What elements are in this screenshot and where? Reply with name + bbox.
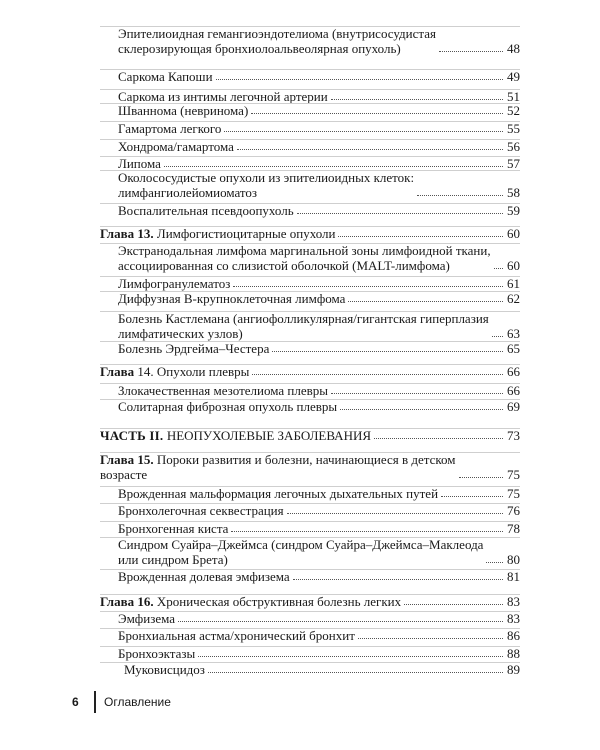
dot-leader (494, 268, 503, 269)
footer-section-title: Оглавление (104, 695, 171, 709)
row-separator (100, 89, 520, 90)
toc-page-number: 56 (507, 139, 520, 154)
toc-entry-title (118, 399, 337, 414)
toc-entry (100, 243, 520, 273)
row-separator (100, 537, 520, 538)
toc-entry (100, 341, 520, 356)
toc-entry-title (100, 452, 456, 482)
toc-heading-number: ЧАСТЬ II. (100, 428, 167, 443)
toc-page-number: 63 (507, 326, 520, 341)
row-separator (100, 121, 520, 122)
toc-page-number: 83 (507, 611, 520, 626)
row-separator (100, 452, 520, 453)
row-separator (100, 428, 520, 429)
row-separator (100, 156, 520, 157)
toc-title-line: Бронхиальная астма/хронический бронхит (118, 628, 355, 643)
dot-leader (441, 496, 503, 497)
toc-page-number: 80 (507, 552, 520, 567)
toc-title-line: Злокачественная мезотелиома плевры (118, 383, 328, 398)
row-separator (100, 364, 520, 365)
toc-entry-title (118, 311, 489, 341)
dot-leader (252, 374, 503, 375)
toc-title-line: Бронхогенная киста (118, 521, 229, 536)
toc-page-number: 69 (507, 399, 520, 414)
dot-leader (231, 531, 503, 532)
toc-entry-title (118, 103, 248, 118)
toc-page-number: 75 (507, 486, 520, 501)
dot-leader (164, 166, 503, 167)
dot-leader (251, 113, 503, 114)
toc-entry-title (100, 364, 249, 379)
toc-entry (100, 662, 520, 677)
toc-title-line: Эмфизема (118, 611, 176, 626)
toc-page-number: 60 (507, 258, 520, 273)
toc-entry-title (118, 291, 345, 306)
toc-page-number: 83 (507, 594, 520, 609)
toc-entry-title (118, 503, 284, 518)
toc-entry-title (118, 69, 213, 84)
toc-heading-number: Глава 16. (100, 594, 157, 609)
row-separator (100, 399, 520, 400)
toc-entry (100, 203, 520, 218)
row-separator (100, 662, 520, 663)
dot-leader (233, 286, 503, 287)
dot-leader (417, 195, 503, 196)
dot-leader (331, 99, 503, 100)
toc-page-number: 66 (507, 364, 520, 379)
toc-page-number: 51 (507, 89, 520, 104)
row-separator (100, 569, 520, 570)
toc-entry-title (118, 170, 414, 200)
dot-leader (404, 604, 503, 605)
toc-entry (100, 156, 520, 171)
toc-entry-title (118, 646, 195, 661)
dot-leader (224, 131, 503, 132)
toc-page-number: 52 (507, 103, 520, 118)
dot-leader (492, 336, 503, 337)
toc-entry (100, 139, 520, 154)
toc-entry-title (118, 611, 175, 626)
toc-title-line: Саркома из интимы легочной артерии (118, 89, 328, 104)
toc-title-line: Солитарная фиброзная опухоль плевры (118, 399, 338, 414)
toc-page-number: 61 (507, 276, 520, 291)
toc-title-line: склерозирующая бронхиолоальвеолярная опухоль) (118, 41, 401, 56)
toc-entry (100, 569, 520, 584)
row-separator (100, 383, 520, 384)
dot-leader (237, 149, 503, 150)
toc-entry-title (118, 243, 491, 273)
toc-entry (100, 503, 520, 518)
dot-leader (486, 562, 503, 563)
dot-leader (297, 213, 503, 214)
toc-entry-title (124, 662, 205, 677)
toc-entry-title (118, 569, 290, 584)
toc-entry-title (118, 383, 328, 398)
toc-title-line: Шваннома (невринома) (118, 103, 249, 118)
toc-title-line: Бронхоэктазы (118, 646, 196, 661)
toc-entry-title (118, 156, 161, 171)
toc-title-line: возрасте (100, 467, 148, 482)
toc-chapter-heading (100, 452, 520, 482)
dot-leader (340, 409, 503, 410)
toc-page-number: 78 (507, 521, 520, 536)
toc-title-line: Пороки развития и болезни, начинающиеся в детском (156, 452, 456, 467)
toc-entry-title (118, 537, 483, 567)
toc-part-heading (100, 428, 520, 443)
toc-entry (100, 26, 520, 56)
row-separator (100, 203, 520, 204)
dot-leader (439, 51, 503, 52)
toc-entry (100, 121, 520, 136)
toc-page-number: 88 (507, 646, 520, 661)
toc-entry-title (118, 139, 234, 154)
toc-title-line: Врожденная долевая эмфизема (118, 569, 290, 584)
toc-entry (100, 69, 520, 84)
dot-leader (293, 579, 503, 580)
toc-page-number: 48 (507, 41, 520, 56)
toc-entry-title (118, 89, 328, 104)
toc-entry-title (118, 203, 294, 218)
toc-title-line: Лимфогистиоцитарные опухоли (156, 226, 336, 241)
toc-page-number: 66 (507, 383, 520, 398)
toc-heading-number: Глава 15. (100, 452, 157, 467)
toc-chapter-heading (100, 364, 520, 379)
toc-entry (100, 486, 520, 501)
row-separator (100, 26, 520, 27)
toc-title-line: Болезнь Кастлемана (ангиофолликулярная/гигантская гиперплазия (118, 311, 489, 326)
toc-entry (100, 311, 520, 341)
toc-entry (100, 170, 520, 200)
dot-leader (338, 236, 503, 237)
toc-title-line: Синдром Суайра–Джеймса (синдром Суайра–Джеймса–Маклеода (118, 537, 484, 552)
toc-entry-title (118, 521, 228, 536)
toc-entry (100, 537, 520, 567)
footer-divider (94, 691, 96, 713)
toc-entry-title (100, 594, 401, 609)
toc-entry-title (118, 276, 230, 291)
toc-entry (100, 399, 520, 414)
toc-entry-title (118, 628, 355, 643)
toc-title-line: Лимфогранулематоз (118, 276, 231, 291)
toc-entry (100, 383, 520, 398)
toc-chapter-heading (100, 594, 520, 609)
page-footer (72, 691, 171, 713)
toc-page-number: 49 (507, 69, 520, 84)
toc-page-number: 75 (507, 467, 520, 482)
toc-title-line: Гамартома легкого (118, 121, 222, 136)
row-separator (100, 103, 520, 104)
toc-page-number: 76 (507, 503, 520, 518)
row-separator (100, 628, 520, 629)
toc-entry (100, 611, 520, 626)
dot-leader (198, 656, 503, 657)
row-separator (100, 646, 520, 647)
footer-page-number: 6 (72, 695, 79, 709)
toc-entry-title (118, 341, 269, 356)
toc-page-number: 81 (507, 569, 520, 584)
toc-title-line: или синдром Брета) (118, 552, 228, 567)
row-separator (100, 139, 520, 140)
toc-title-line: Саркома Капоши (118, 69, 213, 84)
row-separator (100, 486, 520, 487)
toc-title-line: 14. Опухоли плевры (137, 364, 250, 379)
dot-leader (331, 393, 503, 394)
toc-page-number: 57 (507, 156, 520, 171)
dot-leader (348, 301, 503, 302)
toc-entry-title (118, 486, 438, 501)
toc-title-line: Эпителиоидная гемангиоэндотелиома (внутрисосудистая (118, 26, 436, 41)
row-separator (100, 341, 520, 342)
toc-entry (100, 646, 520, 661)
toc-page-number: 58 (507, 185, 520, 200)
toc-chapter-heading (100, 226, 520, 241)
dot-leader (374, 438, 503, 439)
toc-entry (100, 521, 520, 536)
toc-page-number: 89 (507, 662, 520, 677)
toc-entry (100, 89, 520, 104)
toc-title-line: Врожденная мальформация легочных дыхательных путей (118, 486, 439, 501)
toc-page-number: 60 (507, 226, 520, 241)
row-separator (100, 311, 520, 312)
toc-title-line: ассоциированная со слизистой оболочкой (MALT-лимфома) (118, 258, 450, 273)
toc-title-line: Болезнь Эрдгейма–Честера (118, 341, 270, 356)
toc-title-line: Липома (118, 156, 161, 171)
toc-page-number: 86 (507, 628, 520, 643)
dot-leader (358, 638, 503, 639)
toc-entry (100, 291, 520, 306)
toc-page-number: 62 (507, 291, 520, 306)
dot-leader (216, 79, 503, 80)
toc-page-number: 65 (507, 341, 520, 356)
row-separator (100, 594, 520, 595)
toc-title-line: Хондрома/гамартома (118, 139, 234, 154)
toc-page-number: 73 (507, 428, 520, 443)
toc-title-line: Хроническая обструктивная болезнь легких (156, 594, 402, 609)
toc-entry-title (100, 428, 371, 443)
toc-title-line: Муковисцидоз (124, 662, 205, 677)
dot-leader (459, 477, 504, 478)
toc-page-number: 55 (507, 121, 520, 136)
row-separator (100, 521, 520, 522)
dot-leader (178, 621, 503, 622)
toc-heading-number: Глава 13. (100, 226, 157, 241)
toc-entry (100, 103, 520, 118)
toc-entry (100, 628, 520, 643)
dot-leader (287, 513, 503, 514)
toc-entry-title (100, 226, 335, 241)
row-separator (100, 276, 520, 277)
toc-title-line: лимфатических узлов) (118, 326, 243, 341)
toc-entry-title (118, 26, 436, 56)
toc-title-line: Экстранодальная лимфома маргинальной зоны лимфоидной ткани, (118, 243, 491, 258)
toc-page-number: 59 (507, 203, 520, 218)
toc-title-line: Околососудистые опухоли из эпителиоидных клеток: (118, 170, 415, 185)
row-separator (100, 503, 520, 504)
toc-entry-title (118, 121, 221, 136)
row-separator (100, 170, 520, 171)
toc-title-line: Бронхолегочная секвестрация (118, 503, 284, 518)
dot-leader (272, 351, 503, 352)
dot-leader (208, 672, 503, 673)
row-separator (100, 611, 520, 612)
toc-title-line: лимфангиолейомиоматоз (118, 185, 258, 200)
toc-title-line: НЕОПУХОЛЕВЫЕ ЗАБОЛЕВАНИЯ (166, 428, 372, 443)
toc-heading-number: Глава (100, 364, 138, 379)
toc-title-line: Воспалительная псевдоопухоль (118, 203, 294, 218)
toc-title-line: Диффузная B-крупноклеточная лимфома (118, 291, 346, 306)
row-separator (100, 243, 520, 244)
row-separator (100, 226, 520, 227)
row-separator (100, 69, 520, 70)
toc-entry (100, 276, 520, 291)
row-separator (100, 291, 520, 292)
